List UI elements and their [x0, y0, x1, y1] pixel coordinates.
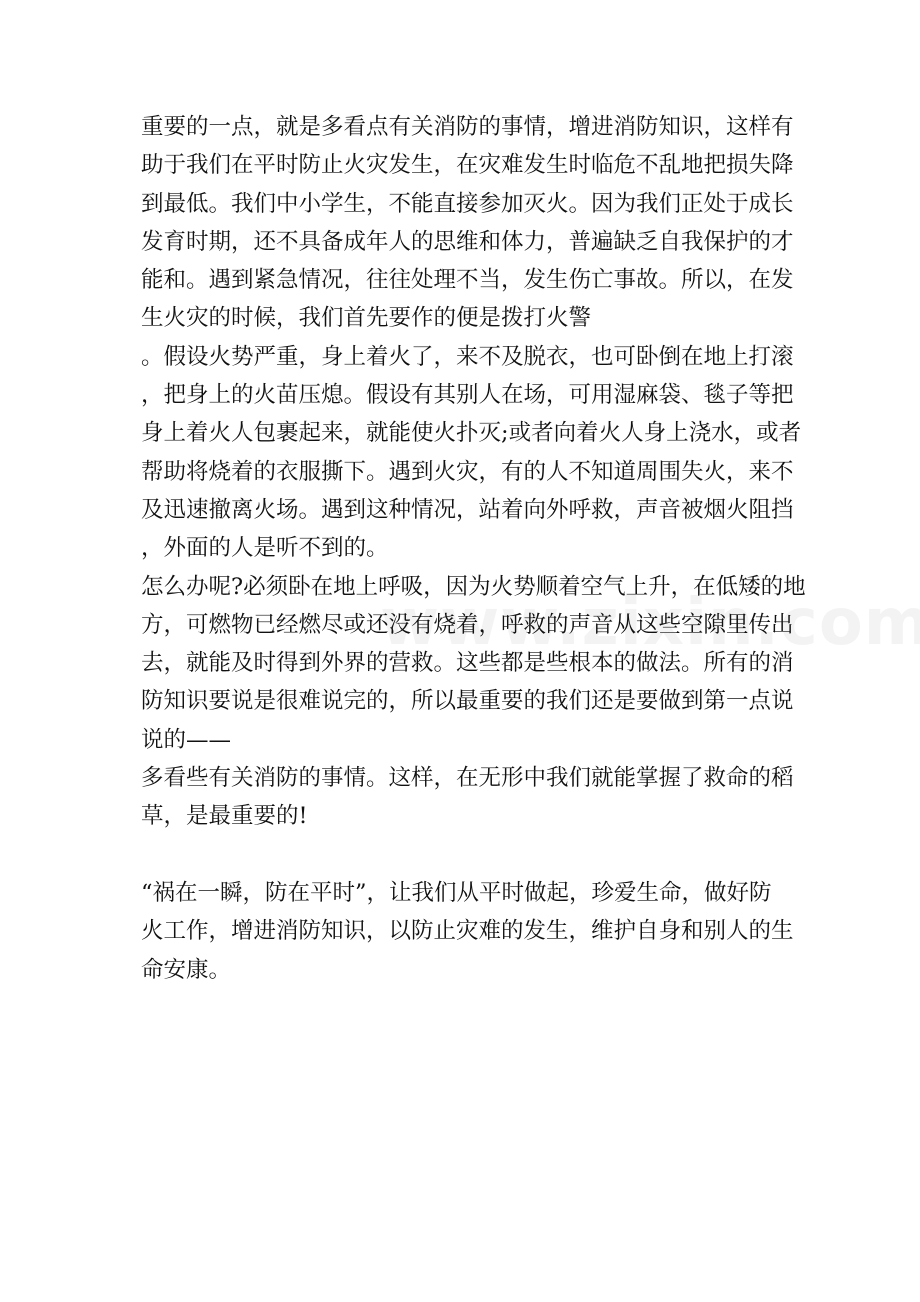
text-line: 能和。遇到紧急情况，往往处理不当，发生伤亡事故。所以，在发: [141, 267, 794, 294]
text-line: ，外面的人是听不到的。: [141, 535, 389, 562]
body-text: [141, 108, 806, 989]
text-line: 到最低。我们中小学生，不能直接参加灭火。因为我们正处于成长: [141, 190, 794, 217]
text-line: 及迅速撤离火场。遇到这种情况，站着向外呼救，声音被烟火阻挡: [141, 496, 794, 523]
text-line: 说的——: [141, 726, 232, 753]
text-line: 。假设火势严重，身上着火了，来不及脱衣，也可卧倒在地上打滚: [141, 343, 794, 370]
text-line: 命安康。: [141, 956, 232, 983]
text-line: 帮助将烧着的衣服撕下。遇到火灾，有的人不知道周围失火，来不: [141, 458, 794, 485]
text-line: 草，是最重要的!: [141, 803, 308, 830]
text-line: 重要的一点，就是多看点有关消防的事情，增进消防知识，这样有: [141, 114, 794, 140]
text-line: 去，就能及时得到外界的营救。这些都是些根本的做法。所有的消: [141, 650, 794, 677]
text-line: 火工作，增进消防知识，以防止灾难的发生，维护自身和别人的生: [141, 918, 794, 945]
text-line: 助于我们在平时防止火灾发生，在灾难发生时临危不乱地把损失降: [141, 152, 794, 179]
text-line: 多看些有关消防的事情。这样，在无形中我们就能掌握了救命的稻: [141, 765, 794, 792]
text-line: 生火灾的时候，我们首先要作的便是拨打火警: [141, 305, 592, 332]
text-line: ，把身上的火苗压熄。假设有其别人在场，可用湿麻袋、毯子等把: [141, 382, 794, 409]
text-line: “祸在一瞬，防在平时”，让我们从平时做起，珍爱生命，做好防: [141, 879, 772, 906]
paragraph-gap: [141, 836, 781, 874]
text-line: 发育时期，还不具备成年人的思维和体力，普遍缺乏自我保护的才: [141, 228, 794, 255]
text-line: 防知识要说是很难说完的，所以最重要的我们还是要做到第一点说: [141, 688, 794, 715]
text-line: 方，可燃物已经燃尽或还没有烧着，呼救的声音从这些空隙里传出: [141, 611, 794, 638]
text-line: 身上着火人包裹起来，就能使火扑灭;或者向着火人身上浇水，或者: [141, 420, 802, 447]
text-line: 怎么办呢?必须卧在地上呼吸，因为火势顺着空气上升，在低矮的地: [141, 573, 806, 600]
